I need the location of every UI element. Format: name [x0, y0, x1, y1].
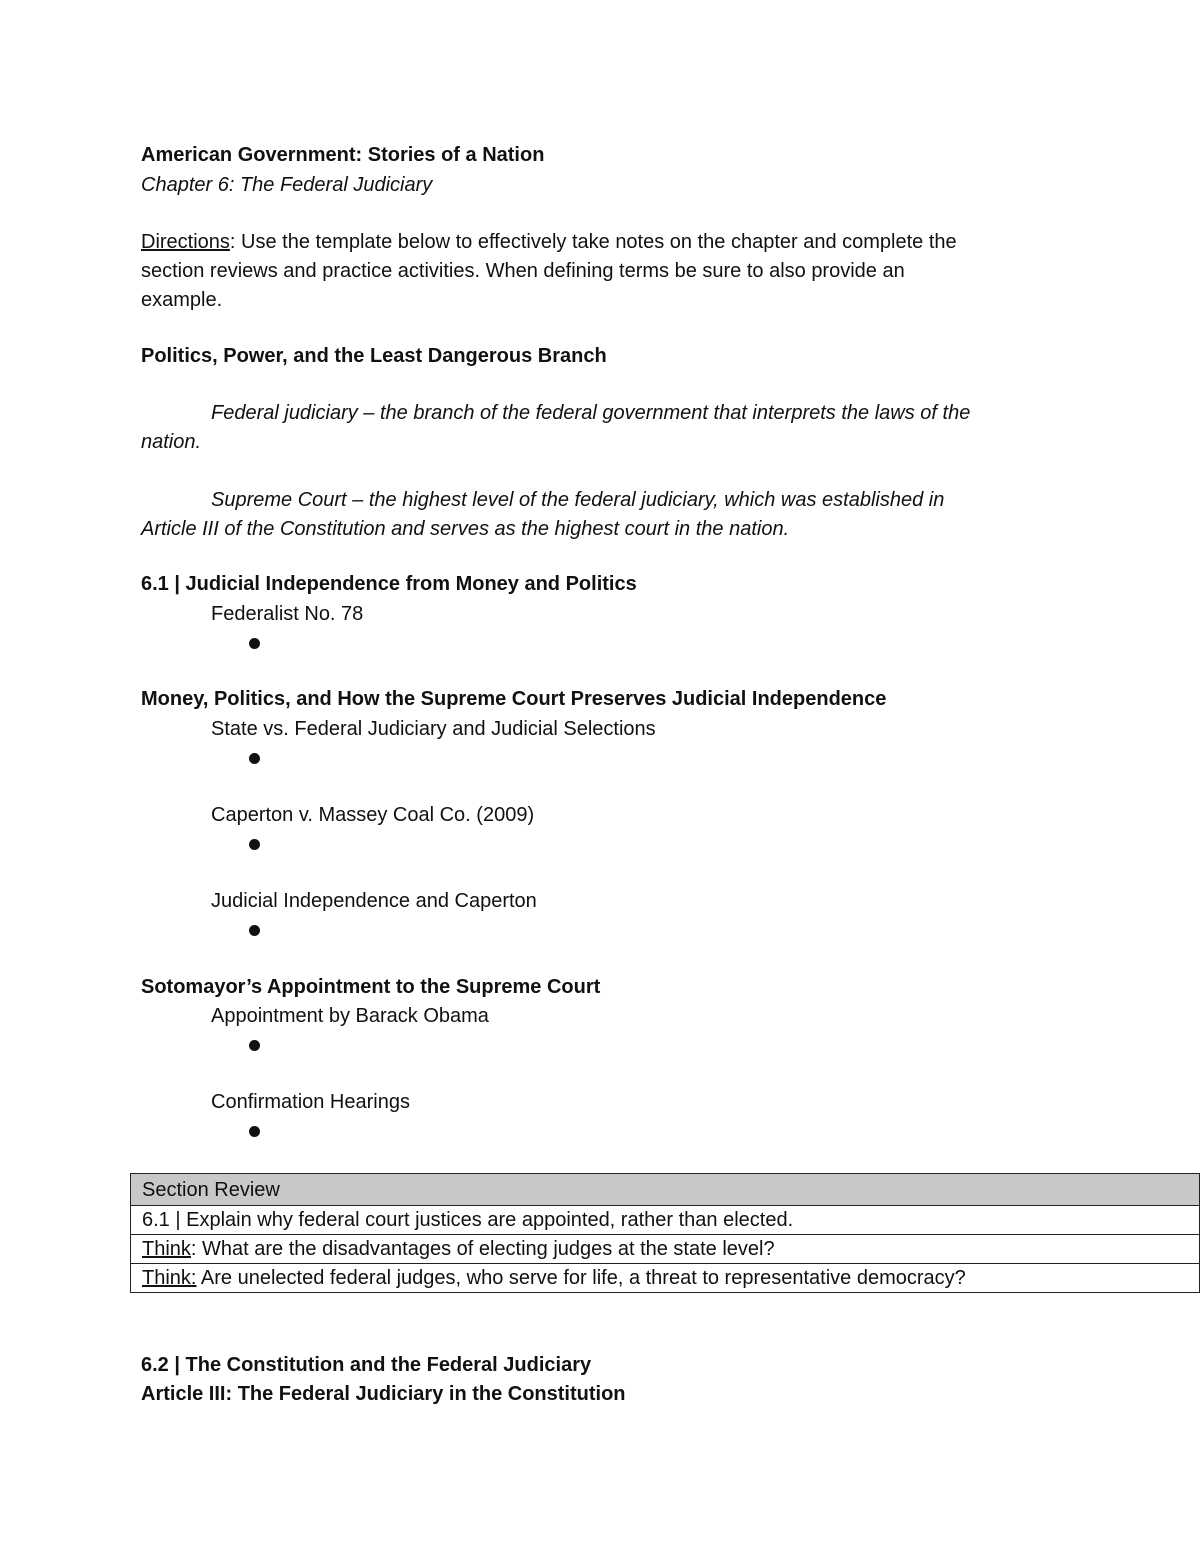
topic-confirmation-hearings: Confirmation Hearings [211, 1091, 410, 1113]
section-heading-sotomayor: Sotomayor’s Appointment to the Supreme Court [141, 976, 601, 998]
definition-supreme-court-line-1: Supreme Court – the highest level of the federal judiciary, which was established in [211, 489, 945, 511]
section-heading-6-2: 6.2 | The Constitution and the Federal Judiciary [141, 1354, 592, 1376]
section-subheading-article-iii: Article III: The Federal Judiciary in the Constitution [141, 1383, 626, 1405]
review-question-6-1: 6.1 | Explain why federal court justices are appointed, rather than elected. [131, 1206, 1200, 1235]
think-label: Think [142, 1238, 191, 1260]
topic-state-vs-federal: State vs. Federal Judiciary and Judicial Selections [211, 718, 656, 740]
document-title: American Government: Stories of a Nation [141, 144, 545, 166]
bullet-point [249, 925, 260, 936]
directions-label: Directions [141, 231, 230, 253]
definition-supreme-court-line-2: Article III of the Constitution and serves as the highest court in the nation. [141, 518, 790, 540]
bullet-point [249, 839, 260, 850]
definition-federal-judiciary-line-1: Federal judiciary – the branch of the federal government that interprets the laws of the [211, 402, 971, 424]
bullet-point [249, 1040, 260, 1051]
directions-line-1 [141, 228, 957, 257]
topic-caperton-case: Caperton v. Massey Coal Co. (2009) [211, 804, 535, 826]
review-think-question-2 [131, 1264, 1200, 1293]
topic-judicial-independence-caperton: Judicial Independence and Caperton [211, 890, 537, 912]
topic-appointment-obama: Appointment by Barack Obama [211, 1005, 489, 1027]
think-label: Think: [142, 1267, 197, 1289]
bullet-point [249, 1126, 260, 1137]
bullet-point [249, 638, 260, 649]
section-review-header-row [131, 1174, 1200, 1206]
definition-federal-judiciary-line-2: nation. [141, 431, 202, 453]
section-heading-politics: Politics, Power, and the Least Dangerous Branch [141, 345, 607, 367]
table-row [131, 1206, 1200, 1235]
review-think-question-1 [131, 1235, 1200, 1264]
chapter-subtitle: Chapter 6: The Federal Judiciary [141, 174, 433, 196]
table-row [131, 1235, 1200, 1264]
think-text: : What are the disadvantages of electing judges at the state level? [190, 1238, 775, 1260]
bullet-point [249, 753, 260, 764]
directions-line-2: section reviews and practice activities. When defining terms be sure to also provide an [141, 260, 905, 282]
section-heading-money-politics: Money, Politics, and How the Supreme Court Preserves Judicial Independence [141, 688, 887, 710]
table-row [131, 1264, 1200, 1293]
section-heading-6-1: 6.1 | Judicial Independence from Money and Politics [141, 573, 637, 595]
section-review-table [130, 1173, 1200, 1293]
directions-line-3: example. [141, 289, 223, 311]
section-review-header: Section Review [131, 1174, 1200, 1206]
topic-federalist-78: Federalist No. 78 [211, 603, 364, 625]
directions-text-1: : Use the template below to effectively take notes on the chapter and complete the [229, 231, 957, 253]
think-text: Are unelected federal judges, who serve for life, a threat to representative democracy? [196, 1267, 966, 1289]
